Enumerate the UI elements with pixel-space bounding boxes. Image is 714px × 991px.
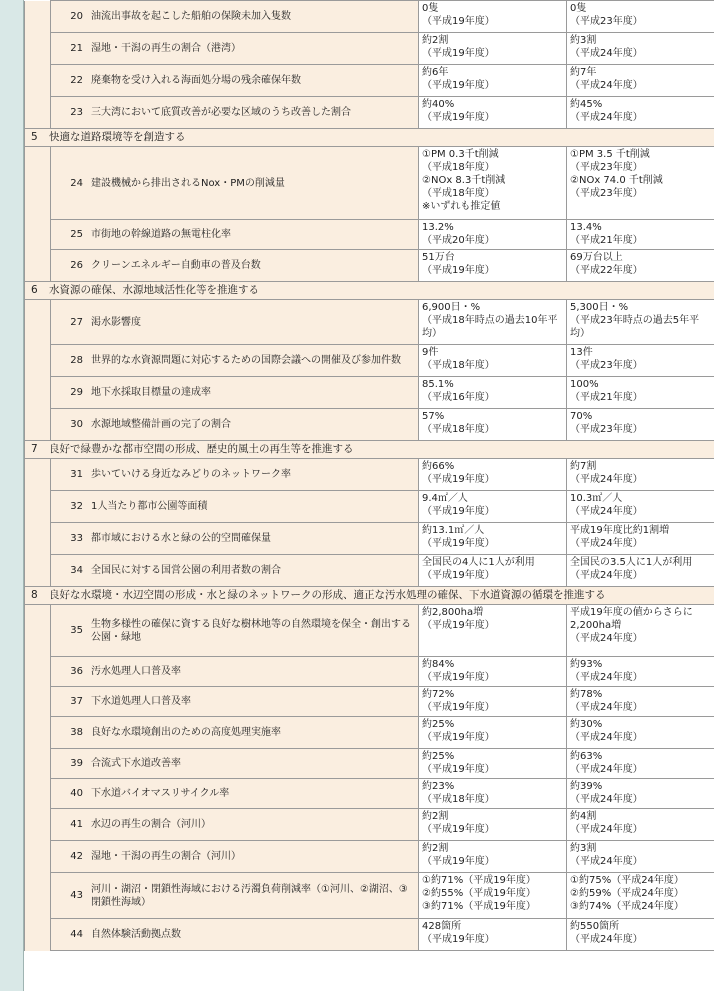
section-title: 良好で緑豊かな都市空間の形成、歴史的風土の再生等を推進する: [49, 443, 354, 455]
table-row: [25, 841, 714, 873]
baseline-value: 約84% （平成19年度）: [419, 657, 567, 687]
baseline-value: 約66% （平成19年度）: [419, 459, 567, 491]
indent-cell: [25, 147, 51, 220]
indicator-number: 26: [70, 260, 83, 271]
indicator-cell: [51, 873, 419, 919]
indent-cell: [25, 605, 51, 657]
indicator-cell: [51, 345, 419, 377]
section-heading: [25, 441, 714, 459]
table-row: [25, 250, 714, 282]
indent-cell: [25, 345, 51, 377]
baseline-value: ①PM 0.3千t削減 （平成18年度） ②NOx 8.3千t削減 （平成18年度） ※いずれも推定値: [419, 147, 567, 220]
table-row: [25, 555, 714, 587]
table-row: [25, 377, 714, 409]
indicator-number: 24: [70, 177, 83, 189]
indicator-cell: [51, 220, 419, 250]
table-row: [25, 459, 714, 491]
baseline-value: 約2割 （平成19年度）: [419, 841, 567, 873]
indent-cell: [25, 555, 51, 587]
table-row: [25, 33, 714, 65]
indicator-name: 自然体験活動拠点数: [91, 929, 181, 940]
target-value: 約30% （平成24年度）: [567, 717, 714, 749]
indent-cell: [25, 33, 51, 65]
indicator-number: 33: [70, 533, 83, 544]
table-row: [25, 873, 714, 919]
section-number: 6: [31, 284, 38, 296]
indent-cell: [25, 523, 51, 555]
indent-cell: [25, 65, 51, 97]
baseline-value: 約23% （平成18年度）: [419, 779, 567, 809]
target-value: ①PM 3.5 千t削減 （平成23年度） ②NOx 74.0 千t削減 （平成23年度）: [567, 147, 714, 220]
indicator-number: 22: [70, 75, 83, 86]
target-value: 13.4% （平成21年度）: [567, 220, 714, 250]
indicator-cell: [51, 779, 419, 809]
baseline-value: 約72% （平成19年度）: [419, 687, 567, 717]
target-value: 約3割 （平成24年度）: [567, 33, 714, 65]
indicator-name: 生物多様性の確保に資する良好な樹林地等の自然環境を保全・創出する公園・緑地: [91, 618, 411, 643]
table-row: [25, 779, 714, 809]
indent-cell: [25, 97, 51, 129]
indent-cell: [25, 409, 51, 441]
target-value: 10.3㎡／人 （平成24年度）: [567, 491, 714, 523]
baseline-value: 約13.1㎡／人 （平成19年度）: [419, 523, 567, 555]
section-row: [25, 129, 714, 147]
baseline-value: 13.2% （平成20年度）: [419, 220, 567, 250]
table-row: [25, 147, 714, 220]
indent-cell: [25, 749, 51, 779]
table-row: [25, 605, 714, 657]
indent-cell: [25, 220, 51, 250]
baseline-value: 約2割 （平成19年度）: [419, 33, 567, 65]
target-value: 69万台以上 （平成22年度）: [567, 250, 714, 282]
indicator-number: 20: [70, 11, 83, 22]
table-row: [25, 300, 714, 345]
baseline-value: 9.4㎡／人 （平成19年度）: [419, 491, 567, 523]
indicator-name: 廃棄物を受け入れる海面処分場の残余確保年数: [91, 75, 301, 86]
indicator-cell: [51, 605, 419, 657]
indicator-cell: [51, 491, 419, 523]
indicator-number: 40: [70, 788, 83, 799]
indicator-number: 42: [70, 851, 83, 862]
indicator-cell: [51, 523, 419, 555]
section-heading: [25, 587, 714, 605]
target-value: 約4割 （平成24年度）: [567, 809, 714, 841]
indicator-name: 1人当たり都市公園等面積: [91, 501, 208, 512]
indent-cell: [25, 459, 51, 491]
table-row: [25, 687, 714, 717]
indicator-cell: [51, 250, 419, 282]
table-row: [25, 345, 714, 377]
indicator-cell: [51, 377, 419, 409]
indicator-number: 41: [70, 819, 83, 830]
indicator-name: 市街地の幹線道路の無電柱化率: [91, 229, 231, 240]
indicator-name: 良好な水環境創出のための高度処理実施率: [91, 727, 281, 738]
table-row: [25, 65, 714, 97]
target-value: 5,300日・% （平成23年時点の過去5年平均）: [567, 300, 714, 345]
section-title: 快適な道路環境等を創造する: [49, 131, 186, 143]
indent-cell: [25, 717, 51, 749]
indicator-name: 水辺の再生の割合（河川）: [91, 819, 211, 830]
indent-cell: [25, 377, 51, 409]
table-row: [25, 919, 714, 951]
section-row: [25, 441, 714, 459]
indent-cell: [25, 657, 51, 687]
indicator-name: 三大湾において底質改善が必要な区域のうち改善した割合: [91, 107, 351, 118]
indicator-number: 29: [70, 387, 83, 398]
indicator-name: 水源地域整備計画の完了の割合: [91, 419, 231, 430]
target-value: 70% （平成23年度）: [567, 409, 714, 441]
indicator-number: 28: [70, 355, 83, 366]
baseline-value: 約25% （平成19年度）: [419, 749, 567, 779]
table-row: [25, 97, 714, 129]
indicator-name: 地下水採取目標量の達成率: [91, 387, 211, 398]
indicator-name: 下水道処理人口普及率: [91, 696, 191, 707]
indicator-number: 32: [70, 501, 83, 512]
baseline-value: 約2,800ha増 （平成19年度）: [419, 605, 567, 657]
indent-cell: [25, 1, 51, 33]
target-value: 平成19年度比約1割増 （平成24年度）: [567, 523, 714, 555]
indicator-name: 建設機械から排出されるNox・PMの削減量: [91, 177, 285, 189]
table-row: [25, 749, 714, 779]
indicator-name: 汚水処理人口普及率: [91, 666, 181, 677]
section-heading: [25, 282, 714, 300]
indicator-number: 43: [70, 890, 83, 901]
baseline-value: 85.1% （平成16年度）: [419, 377, 567, 409]
baseline-value: 全国民の4人に1人が利用 （平成19年度）: [419, 555, 567, 587]
indicator-cell: [51, 65, 419, 97]
indicator-table: [24, 0, 714, 951]
indicator-name: 合流式下水道改善率: [91, 758, 181, 769]
baseline-value: 約2割 （平成19年度）: [419, 809, 567, 841]
target-value: ①約75%（平成24年度） ②約59%（平成24年度） ③約74%（平成24年度）: [567, 873, 714, 919]
indent-cell: [25, 809, 51, 841]
target-value: 約63% （平成24年度）: [567, 749, 714, 779]
indent-cell: [25, 687, 51, 717]
target-value: 約550箇所 （平成24年度）: [567, 919, 714, 951]
table-row: [25, 1, 714, 33]
baseline-value: 約40% （平成19年度）: [419, 97, 567, 129]
indicator-name: 都市域における水と緑の公的空間確保量: [91, 533, 271, 544]
indicator-name: 湿地・干潟の再生の割合（港湾）: [91, 43, 241, 54]
indent-cell: [25, 841, 51, 873]
section-row: [25, 282, 714, 300]
indicator-name: クリーンエネルギー自動車の普及台数: [91, 260, 261, 271]
indent-cell: [25, 250, 51, 282]
table-row: [25, 409, 714, 441]
indicator-number: 36: [70, 666, 83, 677]
indicator-cell: [51, 809, 419, 841]
indicator-number: 37: [70, 696, 83, 707]
section-heading: [25, 129, 714, 147]
indicator-number: 21: [70, 43, 83, 54]
baseline-value: 約25% （平成19年度）: [419, 717, 567, 749]
baseline-value: ①約71%（平成19年度） ②約55%（平成19年度） ③約71%（平成19年度）: [419, 873, 567, 919]
indicator-cell: [51, 749, 419, 779]
indicator-name: 世界的な水資源問題に対応するための国際会議への開催及び参加件数: [91, 355, 401, 366]
target-value: 約7年 （平成24年度）: [567, 65, 714, 97]
baseline-value: 6,900日・% （平成18年時点の過去10年平均）: [419, 300, 567, 345]
indicator-cell: [51, 687, 419, 717]
indicator-name: 河川・湖沼・閉鎖性海域における汚濁負荷削減率（①河川、②湖沼、③閉鎖性海域）: [91, 883, 408, 908]
indicator-number: 35: [70, 625, 83, 636]
target-value: 約7割 （平成24年度）: [567, 459, 714, 491]
table-row: [25, 220, 714, 250]
indent-cell: [25, 491, 51, 523]
indent-cell: [25, 919, 51, 951]
indicator-number: 38: [70, 727, 83, 738]
table-row: [25, 717, 714, 749]
indicator-number: 34: [70, 565, 83, 576]
indicator-cell: [51, 147, 419, 220]
target-value: 100% （平成21年度）: [567, 377, 714, 409]
indicator-name: 油流出事故を起こした船舶の保険未加入隻数: [91, 11, 291, 22]
indicator-cell: [51, 841, 419, 873]
baseline-value: 51万台 （平成19年度）: [419, 250, 567, 282]
indicator-cell: [51, 717, 419, 749]
indent-cell: [25, 873, 51, 919]
target-value: 13件 （平成23年度）: [567, 345, 714, 377]
indicator-name: 渇水影響度: [91, 316, 141, 328]
indicator-cell: [51, 409, 419, 441]
table-row: [25, 809, 714, 841]
table-row: [25, 523, 714, 555]
indent-cell: [25, 300, 51, 345]
target-value: 約78% （平成24年度）: [567, 687, 714, 717]
section-number: 5: [31, 131, 38, 143]
indicator-number: 44: [70, 929, 83, 940]
section-row: [25, 587, 714, 605]
side-band: [0, 0, 24, 991]
indicator-name: 全国民に対する国営公園の利用者数の割合: [91, 565, 281, 576]
indicator-number: 27: [70, 316, 83, 328]
target-value: 約93% （平成24年度）: [567, 657, 714, 687]
indicator-name: 下水道バイオマスリサイクル率: [91, 788, 230, 799]
indicator-number: 39: [70, 758, 83, 769]
indicator-number: 23: [70, 107, 83, 118]
indent-cell: [25, 779, 51, 809]
baseline-value: 0隻 （平成19年度）: [419, 1, 567, 33]
indicator-number: 25: [70, 229, 83, 240]
target-value: 約39% （平成24年度）: [567, 779, 714, 809]
section-title: 水資源の確保、水源地域活性化等を推進する: [49, 284, 259, 296]
target-value: 全国民の3.5人に1人が利用 （平成24年度）: [567, 555, 714, 587]
baseline-value: 9件 （平成18年度）: [419, 345, 567, 377]
baseline-value: 428箇所 （平成19年度）: [419, 919, 567, 951]
target-value: 平成19年度の値からさらに2,200ha増 （平成24年度）: [567, 605, 714, 657]
target-value: 約3割 （平成24年度）: [567, 841, 714, 873]
target-value: 約45% （平成24年度）: [567, 97, 714, 129]
indicator-name: 歩いていける身近なみどりのネットワーク率: [91, 469, 291, 480]
indicator-cell: [51, 459, 419, 491]
indicator-cell: [51, 97, 419, 129]
indicator-cell: [51, 555, 419, 587]
indicator-number: 30: [70, 419, 83, 430]
baseline-value: 57% （平成18年度）: [419, 409, 567, 441]
indicator-cell: [51, 33, 419, 65]
baseline-value: 約6年 （平成19年度）: [419, 65, 567, 97]
section-number: 7: [31, 443, 38, 455]
section-title: 良好な水環境・水辺空間の形成・水と緑のネットワークの形成、適正な汚水処理の確保、下水道資源の循環を推進する: [49, 589, 606, 601]
table-body: [25, 1, 714, 951]
target-value: 0隻 （平成23年度）: [567, 1, 714, 33]
table-row: [25, 491, 714, 523]
table-row: [25, 657, 714, 687]
indicator-cell: [51, 919, 419, 951]
section-number: 8: [31, 589, 38, 601]
indicator-name: 湿地・干潟の再生の割合（河川）: [91, 851, 241, 862]
indicator-number: 31: [70, 469, 83, 480]
indicator-cell: [51, 300, 419, 345]
indicator-cell: [51, 1, 419, 33]
indicator-cell: [51, 657, 419, 687]
